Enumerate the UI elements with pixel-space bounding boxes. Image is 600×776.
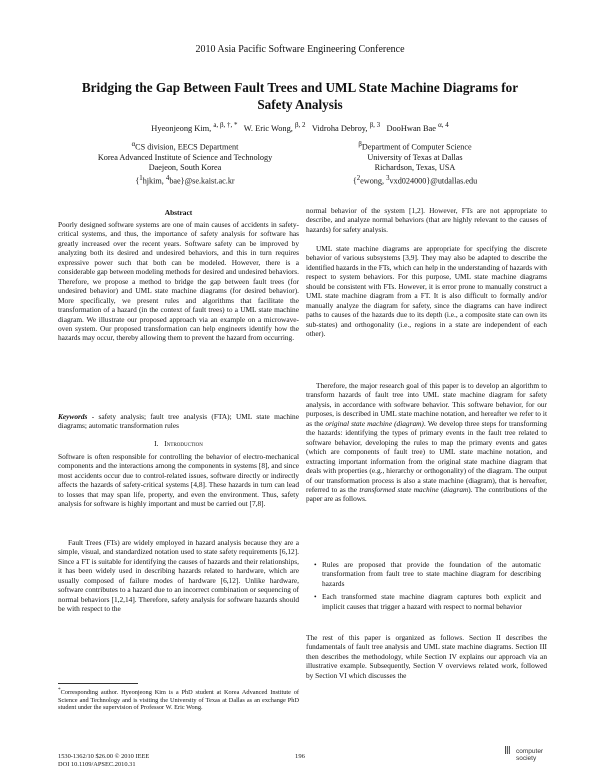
footer-issn: 1530-1362/10 $26.00 © 2010 IEEE [58, 753, 150, 760]
page-number: 196 [295, 753, 305, 760]
footer-doi: DOI 10.1109/APSEC.2010.31 [58, 761, 136, 768]
right-paragraph-3: Therefore, the major research goal of this paper is to develop an algorithm to transform hazards of fault tree into UML state machine diagram for safety analysis, in accordance with software behavior. This software behavior, for our purposes, is described in UML state machine notation, and hereafter we refer to it as the original state machine (diagram). We develop three steps for transforming the hazards: identifying the types of primary events in the fault tree related to software behavior, developing the rules to map the primary events and gates (which are components of fault tree) to UML state machine notation, and extracting important information from the original state machine diagram that deals with properties (e.g., hierarchy or orthogonality) of the diagram. The output of our transformation process is also a state machine (diagram), that is hereafter, referred to as the transformed state machine (diagram). The contributions of the paper are as follows. [306, 381, 547, 504]
footer-copyright [58, 753, 149, 769]
affiliation-left-dept: $^\alpha$CS division, EECS Department [131, 141, 239, 152]
right-paragraph-2: UML state machine diagrams are appropriate for specifying the discrete behavior of various subsystems [3,9]. They may also be adapted to describe the identified hazards in the FTs, which can help in the understanding of hazards with respect to system behaviors. For this purpose, UML state machine diagrams should be consistent with FTs. However, it is error prone to manually construct a UML state machine diagram from a FT. It is also difficult to formally and/or manually analyze the diagram for safety, since the diagrams can have indirect paths to causes of the hazards due to its depth (i.e., a composite state can own its sub-states) and orthogonality (i.e., regions in a state are independent of each other). [306, 244, 547, 339]
affiliation-right-dept: $^\beta$Department of Computer Science [358, 141, 472, 152]
contribution-list [306, 560, 541, 615]
section-heading-introduction [58, 439, 299, 448]
keywords-text: - safety analysis; fault tree analysis (FTA); UML state machine diagrams; automatic transformation rules [58, 412, 299, 431]
right-paragraph-1: normal behavior of the system [1,2]. However, FTs are not appropriate to describe, and analyze normal behaviors (that are highly relevant to the causes of hazards) for safety analysis. [306, 206, 547, 234]
affiliation-left-location: Daejeon, South Korea [148, 163, 222, 173]
affiliation-right-institution: University of Texas at Dallas [367, 153, 463, 163]
right-paragraph-4: The rest of this paper is organized as follows. Section II describes the fundamentals of fault tree analysis and UML state machine diagrams. Section III then describes the methodology, while Section IV explains our approach via an illustrative example. Subsequently, Section V overviews related work, followed by Section VI which discusses the [306, 633, 547, 680]
intro-paragraph-2: Fault Trees (FTs) are widely employed in hazard analysis because they are a simple, visual, and standardized notation used to state safety requirements [6,12]. Since a FT is suitable for identifying the causes of hazards and their relationships, it has been widely used in describing hazards related to hardware, which are usually composed of failure modes of hardware [6,12]. Unlike hardware, software contributes to a hazard due to an incorrect combination or sequencing of normal behaviors [1,2,14]. Therefore, safety analysis for software hazards should be with respect to the [58, 538, 299, 614]
affiliation-right [305, 140, 525, 187]
logo-text-society: society [516, 755, 537, 762]
affiliation-left-email: {$^1$hjkim, $^4$bae}@se.kaist.ac.kr [135, 174, 235, 186]
footnote-marker: * [58, 687, 61, 693]
paper-title: Bridging the Gap Between Fault Trees and UML State Machine Diagrams for Safety Analysis [81, 80, 519, 112]
affiliation-right-email: {$^2$ewong, $^3$vxd024000}@utdallas.edu [352, 174, 478, 186]
keywords-label: Keywords [58, 412, 88, 421]
abstract-heading: Abstract [164, 208, 193, 217]
computer-society-logo [504, 744, 554, 772]
intro-paragraph-1: Software is often responsible for controlling the behavior of electro-mechanical components and the interactions among the components in systems [8], and since most accidents occur due to control-related issues, software directly or indirectly affects the hazards of safety-critical systems [4,8]. These hazards in turn can lead to losses that may span life, property, and even the environment. Thus, safety analysis for software is highly important and must be carried out [7,8]. [58, 452, 299, 509]
conference-header: 2010 Asia Pacific Software Engineering Conference [195, 44, 405, 55]
logo-text-computer: computer [516, 748, 544, 755]
author-line: Hyeonjeong Kim, $^{a, \beta, \dagger, *}$ W. Eric Wong, $^{\beta, 2}$ Vidroha Debroy, $^{\beta, 3}$ DooHwan Bae $^{\alpha, 4}$ [151, 121, 449, 133]
affiliation-left [70, 140, 300, 187]
keywords [58, 412, 299, 431]
footnote [58, 687, 299, 712]
contribution-item-1: • Rules are proposed that provide the foundation of the automatic transformation from fault tree to state machine diagram for describing hazards [316, 560, 541, 588]
footnote-text: Corresponding author. Hyeonjeong Kim is a PhD student at Korea Advanced Institute of Science and Technology and is visiting the University of Texas at Dallas as an exchange PhD student under the supervision of Professor W. Eric Wong. [58, 689, 299, 712]
computer-society-logo-mark-icon: ||| [504, 745, 510, 754]
contribution-item-2: • Each transformed state machine diagram captures both explicit and implicit causes that trigger a hazard with respect to normal behavior [316, 592, 541, 611]
section-title: Introduction [164, 439, 203, 448]
section-number: I. [154, 439, 159, 448]
affiliation-left-institution: Korea Advanced Institute of Science and Technology [97, 153, 273, 163]
affiliation-right-location: Richardson, Texas, USA [374, 163, 456, 173]
abstract-text: Poorly designed software systems are one of main causes of accidents in safety-critical systems, and thus, the importance of safety analysis for software has greatly increased over the recent years. Software safety can be improved by analyzing both its desired and undesired behaviors, and this in turn requires expressive power such that both can be modeled. However, there is a considerable gap between modeling methods for desired and undesired behaviors. Therefore, we propose a method to bridge the gap between fault trees (for undesired behavior) and UML state machine diagrams (for desired behavior). More specifically, we present rules and algorithms that facilitate the transformation of a hazard (in the context of fault trees) to a UML state machine diagram. We illustrate our proposed approach via an example on a microwave-oven system. Our proposed transformation can help engineers identify how the hazards may occur, thereby allowing them to prevent the hazard from occurring. [58, 220, 299, 343]
footnote-divider [58, 683, 138, 684]
